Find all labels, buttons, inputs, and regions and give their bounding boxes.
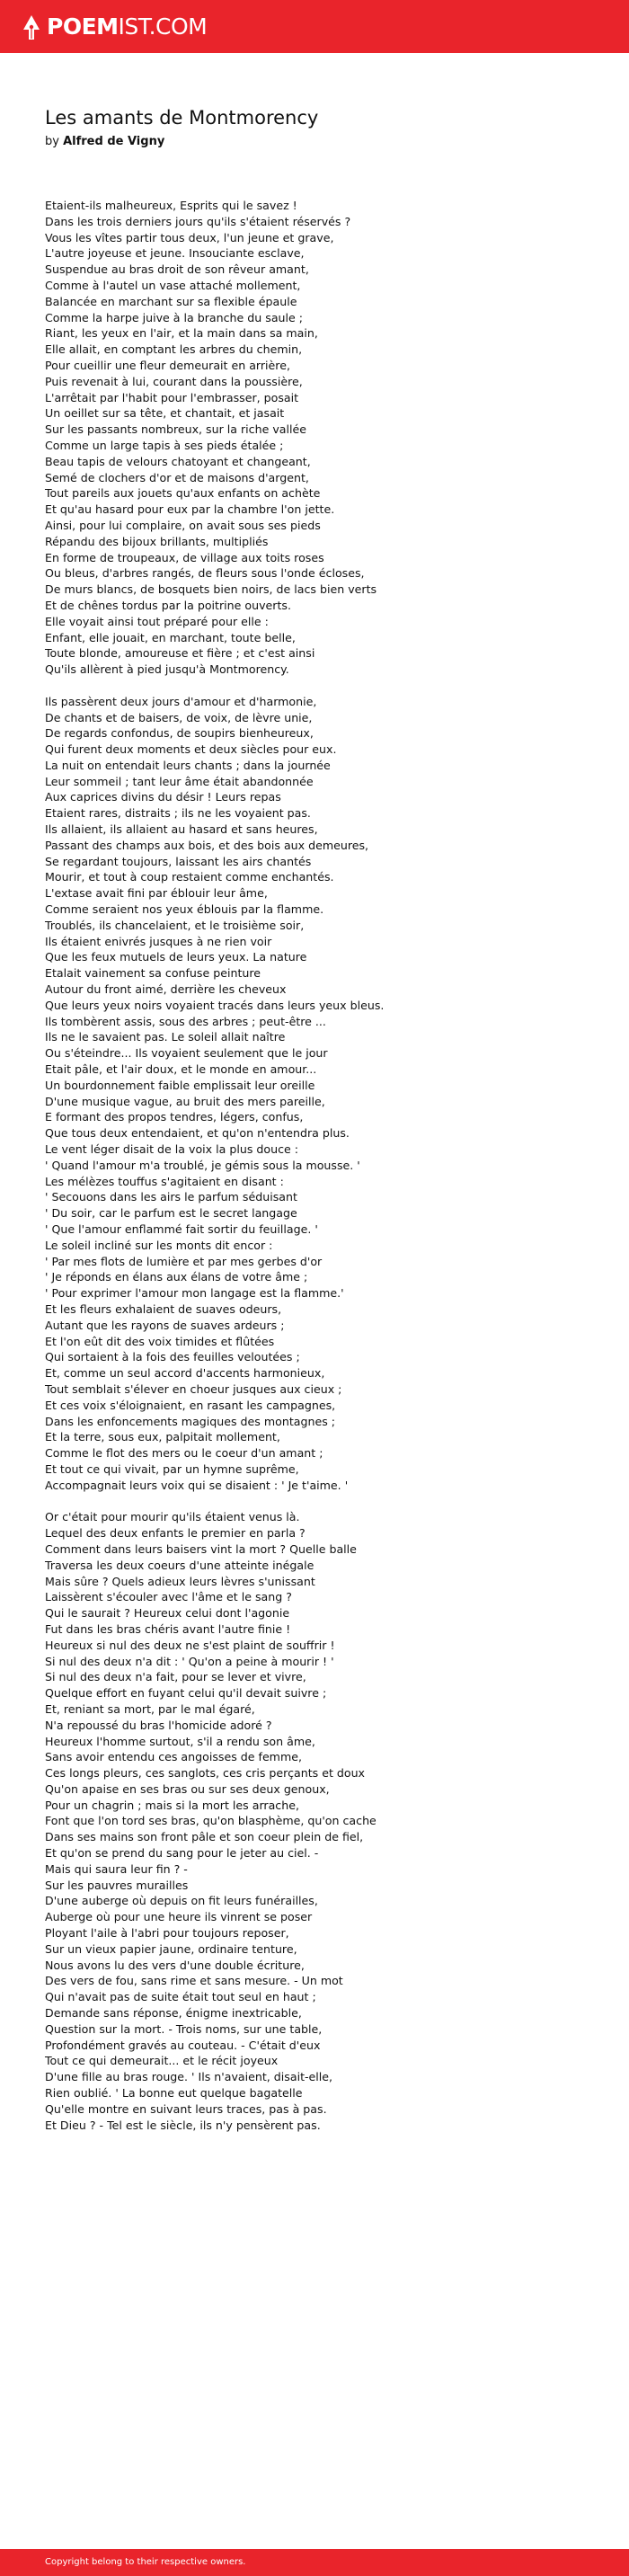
poem-line: Qui le saurait ? Heureux celui dont l'agonie (45, 1606, 290, 1621)
byline-prefix: by (45, 135, 59, 148)
poem-line: Comment dans leurs baisers vint la mort ? Quelle balle (45, 1541, 357, 1556)
poem-line: L'arrêtait par l'habit pour l'embrasser, posait (45, 390, 299, 404)
poem-line: Que leurs yeux noirs voyaient tracés dans leurs yeux bleus. (45, 998, 385, 1012)
poem-line: Elle voyait ainsi tout préparé pour elle : (45, 614, 269, 628)
poem-line: L'autre joyeuse et jeune. Insouciante esclave, (45, 246, 305, 261)
poem-line: ' Secouons dans les airs le parfum séduisant (45, 1190, 297, 1204)
poem-line: Ou s'éteindre... Ils voyaient seulement que le jour (45, 1046, 328, 1061)
poem-line: Le soleil incliné sur les monts dit encor : (45, 1238, 273, 1252)
poem-line: ' Que l'amour enflammé fait sortir du feuillage. ' (45, 1222, 318, 1236)
poem-line: Qui furent deux moments et deux siècles pour eux. (45, 742, 337, 757)
poem-line: Et Dieu ? - Tel est le siècle, ils n'y pensèrent pas. (45, 2118, 321, 2132)
poem-line: Et ces voix s'éloignaient, en rasant les campagnes, (45, 1398, 336, 1412)
poem-line: Pour un chagrin ; mais si la mort les arrache, (45, 1798, 299, 1812)
poem-line: Si nul des deux n'a dit : ' Qu'on a peine à mourir ! ' (45, 1654, 334, 1668)
poem-line: Se regardant toujours, laissant les airs chantés (45, 854, 312, 868)
poem-line: De regards confondus, de soupirs bienheureux, (45, 726, 314, 741)
poem-line: L'extase avait fini par éblouir leur âme, (45, 886, 268, 901)
poem-line: ' Par mes flots de lumière et par mes gerbes d'or (45, 1254, 323, 1268)
poem-line: ' Du soir, car le parfum est le secret langage (45, 1206, 297, 1221)
site-footer (0, 2549, 629, 2576)
poem-line: Comme le flot des mers ou le coeur d'un amant ; (45, 1446, 323, 1461)
poem-line: Etalait vainement sa confuse peinture (45, 966, 261, 981)
poem-line: Demande sans réponse, énigme inextricable, (45, 2006, 302, 2021)
poem-line: ' Pour exprimer l'amour mon langage est la flamme.' (45, 1286, 344, 1301)
site-header (0, 0, 629, 53)
poem-line: Ils tombèrent assis, sous des arbres ; peut-être ... (45, 1014, 326, 1028)
poem-line: Qui sortaient à la fois des feuilles veloutées ; (45, 1350, 300, 1364)
poem-line: La nuit on entendait leurs chants ; dans la journée (45, 758, 331, 772)
poem-line: Sur les passants nombreux, sur la riche vallée (45, 422, 306, 437)
poem-line: Ils passèrent deux jours d'amour et d'harmonie, (45, 694, 317, 708)
poem-line: Balancée en marchant sur sa flexible épaule (45, 294, 297, 308)
poem-line: Qu'ils allèrent à pied jusqu'à Montmorency. (45, 662, 289, 677)
pen-nib-icon (22, 14, 41, 40)
poem-line: Et qu'au hasard pour eux par la chambre l'on jette. (45, 502, 335, 517)
poem-byline (45, 133, 164, 151)
poem-line: Ils étaient enivrés jusques à ne rien voir (45, 934, 272, 948)
poem-line: De chants et de baisers, de voix, de lèvre unie, (45, 710, 313, 724)
poem-line: Laissèrent s'écouler avec l'âme et le sang ? (45, 1590, 292, 1604)
author-link[interactable]: Alfred de Vigny (63, 135, 165, 148)
poem-line: Autant que les rayons de suaves ardeurs ; (45, 1318, 285, 1332)
poem-line: Qu'elle montre en suivant leurs traces, pas à pas. (45, 2101, 327, 2116)
poem-line: ' Je réponds en élans aux élans de votre âme ; (45, 1270, 308, 1284)
poem-line: Leur sommeil ; tant leur âme était abandonnée (45, 774, 314, 788)
poem-line: Mais qui saura leur fin ? - (45, 1861, 188, 1876)
poem-line: Aux caprices divins du désir ! Leurs repas (45, 790, 281, 804)
poem-line: N'a repoussé du bras l'homicide adoré ? (45, 1718, 272, 1732)
poem-line: Tout semblait s'élever en choeur jusques aux cieux ; (45, 1381, 342, 1396)
poem-line: Beau tapis de velours chatoyant et changeant, (45, 454, 311, 468)
poem-line: Mourir, et tout à coup restaient comme enchantés. (45, 870, 334, 884)
poem-line: Ainsi, pour lui complaire, on avait sous ses pieds (45, 518, 321, 532)
poem-line: D'une fille au bras rouge. ' Ils n'avaient, disait-elle, (45, 2070, 333, 2084)
poem-line: Font que l'on tord ses bras, qu'on blasphème, qu'on cache (45, 1814, 377, 1828)
poem-line: ' Quand l'amour m'a troublé, je gémis sous la mousse. ' (45, 1158, 360, 1172)
poem-line: Auberge où pour une heure ils vinrent se poser (45, 1910, 313, 1924)
poem-line: Sans avoir entendu ces angoisses de femme, (45, 1750, 302, 1764)
poem-line: Répandu des bijoux brillants, multipliés (45, 534, 269, 548)
poem-line: Autour du front aimé, derrière les cheveux (45, 982, 287, 997)
poem-line: Semé de clochers d'or et de maisons d'argent, (45, 470, 309, 484)
poem-line: D'une musique vague, au bruit des mers pareille, (45, 1094, 325, 1108)
poem-line: Comme à l'autel un vase attaché mollement, (45, 278, 301, 292)
poem-line: Qui n'avait pas de suite était tout seul en haut ; (45, 1990, 316, 2004)
site-logo[interactable] (22, 13, 207, 40)
poem-line: Et de chênes tordus par la poitrine ouverts. (45, 598, 291, 612)
poem-line: Ou bleus, d'arbres rangés, de fleurs sous l'onde écloses, (45, 566, 365, 581)
poem-line: Ils allaient, ils allaient au hasard et sans heures, (45, 822, 318, 837)
poem-line: Comme la harpe juive à la branche du saule ; (45, 310, 304, 324)
poem-line: Et l'on eût dit des voix timides et flûtées (45, 1334, 275, 1348)
poem-line: Elle allait, en comptant les arbres du chemin, (45, 342, 303, 357)
poem-line: Profondément gravés au couteau. - C'était d'eux (45, 2038, 321, 2052)
poem-line: Ployant l'aile à l'abri pour toujours reposer, (45, 1926, 289, 1941)
poem-line: Enfant, elle jouait, en marchant, toute belle, (45, 630, 296, 644)
poem-line: Etaient rares, distraits ; ils ne les voyaient pas. (45, 806, 311, 821)
poem-line: Dans les trois derniers jours qu'ils s'étaient réservés ? (45, 214, 351, 228)
copyright-text: Copyright belong to their respective owners. (45, 2557, 246, 2567)
poem-line: Passant des champs aux bois, et des bois aux demeures, (45, 838, 369, 852)
poem-line: Et qu'on se prend du sang pour le jeter au ciel. - (45, 1846, 319, 1861)
poem-line: Nous avons lu des vers d'une double écriture, (45, 1958, 305, 1972)
poem-line: Heureux l'homme surtout, s'il a rendu son âme, (45, 1734, 315, 1748)
poem-line: En forme de troupeaux, de village aux toits roses (45, 550, 324, 564)
poem-line: Puis revenait à lui, courant dans la poussière, (45, 374, 303, 388)
poem-line: Pour cueillir une fleur demeurait en arrière, (45, 358, 290, 372)
poem-line: Comme seraient nos yeux éblouis par la flamme. (45, 902, 324, 917)
site-logo-text (47, 13, 207, 40)
poem-line: Et, comme un seul accord d'accents harmonieux, (45, 1366, 325, 1381)
poem-line: Les mélèzes touffus s'agitaient en disant : (45, 1174, 284, 1188)
poem-line: Lequel des deux enfants le premier en parla ? (45, 1526, 306, 1541)
poem-body (45, 198, 602, 2133)
poem-line: Question sur la mort. - Trois noms, sur une table, (45, 2021, 323, 2036)
poem-line: Suspendue au bras droit de son rêveur amant, (45, 262, 309, 277)
stanza-break (45, 1494, 602, 1510)
poem-line: Et la terre, sous eux, palpitait mollement, (45, 1430, 280, 1444)
poem-line: De murs blancs, de bosquets bien noirs, de lacs bien verts (45, 582, 377, 597)
poem-line: Qu'on apaise en ses bras ou sur ses deux genoux, (45, 1781, 330, 1796)
poem-line: D'une auberge où depuis on fit leurs funérailles, (45, 1894, 318, 1908)
poem-line: Or c'était pour mourir qu'ils étaient venus là. (45, 1510, 300, 1524)
poem-line: Et, reniant sa mort, par le mal égaré, (45, 1701, 255, 1716)
poem-line: E formant des propos tendres, légers, confus, (45, 1110, 304, 1124)
poem-line: Riant, les yeux en l'air, et la main dans sa main, (45, 326, 318, 341)
poem-line: Fut dans les bras chéris avant l'autre finie ! (45, 1621, 291, 1636)
poem-line: Un oeillet sur sa tête, et chantait, et jasait (45, 406, 285, 421)
poem-line: Ces longs pleurs, ces sanglots, ces cris perçants et doux (45, 1766, 366, 1781)
poem-line: Si nul des deux n'a fait, pour se lever et vivre, (45, 1670, 306, 1684)
poem-line: Sur un vieux papier jaune, ordinaire tenture, (45, 1941, 297, 1956)
poem-line: Tout pareils aux jouets qu'aux enfants on achète (45, 486, 321, 501)
poem-line: Mais sûre ? Quels adieux leurs lèvres s'unissant (45, 1574, 315, 1588)
poem-line: Vous les vîtes partir tous deux, l'un jeune et grave, (45, 230, 334, 244)
poem-line: Quelque effort en fuyant celui qu'il devait suivre ; (45, 1686, 327, 1701)
poem-line: Comme un large tapis à ses pieds étalée ; (45, 438, 284, 452)
poem-line: Troublés, ils chancelaient, et le troisième soir, (45, 918, 305, 932)
poem-line: Traversa les deux coeurs d'une atteinte inégale (45, 1558, 314, 1572)
poem-line: Des vers de fou, sans rime et sans mesure. - Un mot (45, 1974, 343, 1988)
poem-line: Que les feux mutuels de leurs yeux. La nature (45, 950, 307, 964)
poem-line: Accompagnait leurs voix qui se disaient : ' Je t'aime. ' (45, 1478, 349, 1492)
poem-line: Dans les enfoncements magiques des montagnes ; (45, 1414, 336, 1428)
poem-line: Et tout ce qui vivait, par un hymne suprême, (45, 1461, 299, 1476)
poem-line: Que tous deux entendaient, et qu'on n'entendra plus. (45, 1126, 350, 1141)
stanza-break (45, 678, 602, 694)
poem-line: Un bourdonnement faible emplissait leur oreille (45, 1078, 315, 1092)
logo-bold-text: POEM (47, 13, 119, 40)
poem-line: Ils ne le savaient pas. Le soleil allait naître (45, 1030, 286, 1044)
logo-light-text: IST.COM (118, 13, 208, 40)
poem-line: Rien oublié. ' La bonne eut quelque bagatelle (45, 2086, 303, 2101)
poem-line: Heureux si nul des deux ne s'est plaint de souffrir ! (45, 1638, 335, 1652)
poem-line: Et les fleurs exhalaient de suaves odeurs, (45, 1301, 282, 1316)
poem-line: Tout ce qui demeurait... et le récit joyeux (45, 2054, 279, 2068)
poem-line: Dans ses mains son front pâle et son coeur plein de fiel, (45, 1830, 364, 1844)
poem-line: Toute blonde, amoureuse et fière ; et c'est ainsi (45, 646, 315, 661)
poem-title: Les amants de Montmorency (45, 107, 319, 129)
poem-line: Etait pâle, et l'air doux, et le monde en amour... (45, 1062, 317, 1077)
poem-line: Sur les pauvres murailles (45, 1878, 189, 1892)
poem-line: Etaient-ils malheureux, Esprits qui le savez ! (45, 199, 297, 212)
poem-line: Le vent léger disait de la voix la plus douce : (45, 1142, 298, 1157)
